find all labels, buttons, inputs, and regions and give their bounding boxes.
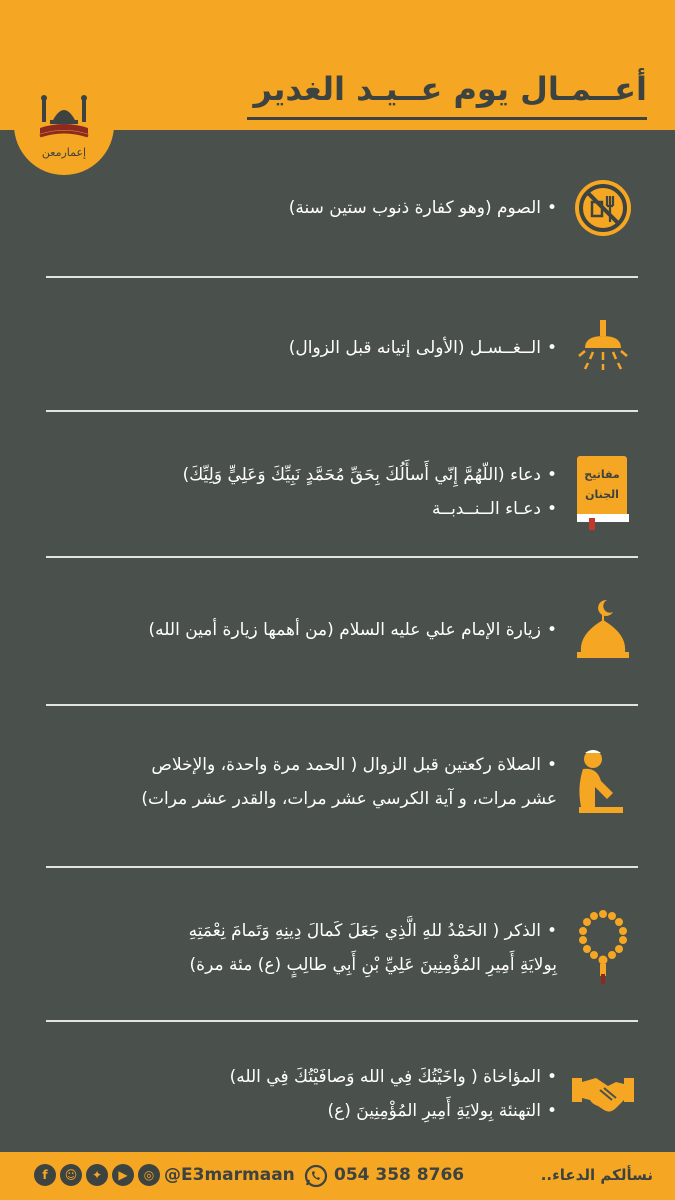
footer-tagline: نسألكم الدعاء.. — [540, 1166, 653, 1184]
prayer-beads-icon — [571, 908, 635, 988]
no-food-icon — [571, 176, 635, 240]
item-text: الــغــسـل (الأولى إتيانه قبل الزوال) — [288, 338, 541, 358]
phone-number[interactable]: 054 358 8766 — [334, 1165, 465, 1185]
item-text: الصوم (وهو كفارة ذنوب ستين سنة) — [288, 198, 541, 218]
social-handle[interactable]: @E3marmaan — [164, 1165, 295, 1185]
list-item-brotherhood: •المؤاخاة ( واخَيْتُكَ فِي الله وَصافَيْتُكَ فِي الله) •التهنئة بِولايَةِ أَمِيرِ المُؤْمِنِينَ (ع) — [40, 1060, 635, 1128]
footer — [0, 1152, 675, 1200]
item-text: زيارة الإمام علي عليه السلام (من أهمها زيارة أمين الله) — [148, 620, 541, 640]
twitter-icon[interactable]: ✦ — [86, 1164, 108, 1186]
mosque-logo-icon — [34, 92, 94, 144]
logo-caption: إعمارمعن — [41, 145, 87, 159]
list-item-fasting: •الصوم (وهو كفارة ذنوب ستين سنة) — [40, 176, 635, 240]
handshake-icon — [571, 1062, 635, 1126]
title-underline — [247, 117, 647, 120]
item-text: بِولايَةِ أَمِيرِ المُؤْمِنِينَ عَلِيِّ بْنِ أَبِي طالِبٍ (ع) مئة مرة) — [189, 955, 557, 975]
divider — [46, 276, 638, 278]
book-title-1: مفاتيح — [584, 468, 620, 481]
shower-icon — [571, 316, 635, 380]
list-item-dhikr: •الذكر ( الحَمْدُ للهِ الَّذِي جَعَلَ كَمالَ دِينِهِ وَتَمامَ نِعْمَتِهِ بِولايَةِ أَمِيرِ المُؤْمِنِينَ عَلِيِّ بْنِ أَبِي طالِبٍ (ع) مئة مرة) — [40, 908, 635, 988]
youtube-icon[interactable]: ▶ — [112, 1164, 134, 1186]
social-icons — [34, 1164, 160, 1186]
book-title-2: الجنان — [585, 488, 619, 501]
divider — [46, 866, 638, 868]
divider — [46, 704, 638, 706]
instagram-icon[interactable]: ◎ — [138, 1164, 160, 1186]
logo — [14, 75, 114, 175]
divider — [46, 1020, 638, 1022]
snapchat-icon[interactable]: ☺ — [60, 1164, 82, 1186]
item-text: دعاء (اللّهُمَّ إِنّي أَسأَلُكَ بِحَقِّ مُحَمَّدٍ نَبِيِّكَ وَعَلِيٍّ وَلِيِّكَ) — [182, 465, 541, 485]
page-title: أعــمـال يوم عــيـد الغدير — [253, 70, 647, 108]
item-text: الذكر ( الحَمْدُ للهِ الَّذِي جَعَلَ كَمالَ دِينِهِ وَتَمامَ نِعْمَتِهِ — [188, 921, 541, 941]
item-text: عشر مرات، و آية الكرسي عشر مرات، والقدر عشر مرات) — [141, 789, 557, 809]
prayer-icon — [571, 746, 635, 818]
facebook-icon[interactable]: f — [34, 1164, 56, 1186]
list-item-dua: مفاتيح الجنان •دعاء (اللّهُمَّ إِنّي أَسأَلُكَ بِحَقِّ مُحَمَّدٍ نَبِيِّكَ وَعَلِيٍّ وَلِيِّكَ) •دعـاء الــنــدبــة — [40, 452, 635, 532]
book-icon — [571, 452, 635, 532]
list-item-ziyara: •زيارة الإمام علي عليه السلام (من أهمها زيارة أمين الله) — [40, 598, 635, 662]
divider — [46, 556, 638, 558]
item-text: المؤاخاة ( واخَيْتُكَ فِي الله وَصافَيْتُكَ فِي الله) — [229, 1067, 541, 1087]
item-text: الصلاة ركعتين قبل الزوال ( الحمد مرة واحدة، والإخلاص — [151, 755, 541, 775]
item-text: التهنئة بِولايَةِ أَمِيرِ المُؤْمِنِينَ (ع) — [327, 1101, 541, 1121]
list-item-prayer: •الصلاة ركعتين قبل الزوال ( الحمد مرة واحدة، والإخلاص عشر مرات، و آية الكرسي عشر مرات، والقدر عشر مرات) — [40, 746, 635, 818]
whatsapp-icon[interactable] — [304, 1164, 328, 1188]
list-item-ghusl: •الــغــسـل (الأولى إتيانه قبل الزوال) — [40, 316, 635, 380]
item-text: دعـاء الــنــدبــة — [432, 499, 541, 519]
dome-icon — [571, 598, 635, 662]
divider — [46, 410, 638, 412]
